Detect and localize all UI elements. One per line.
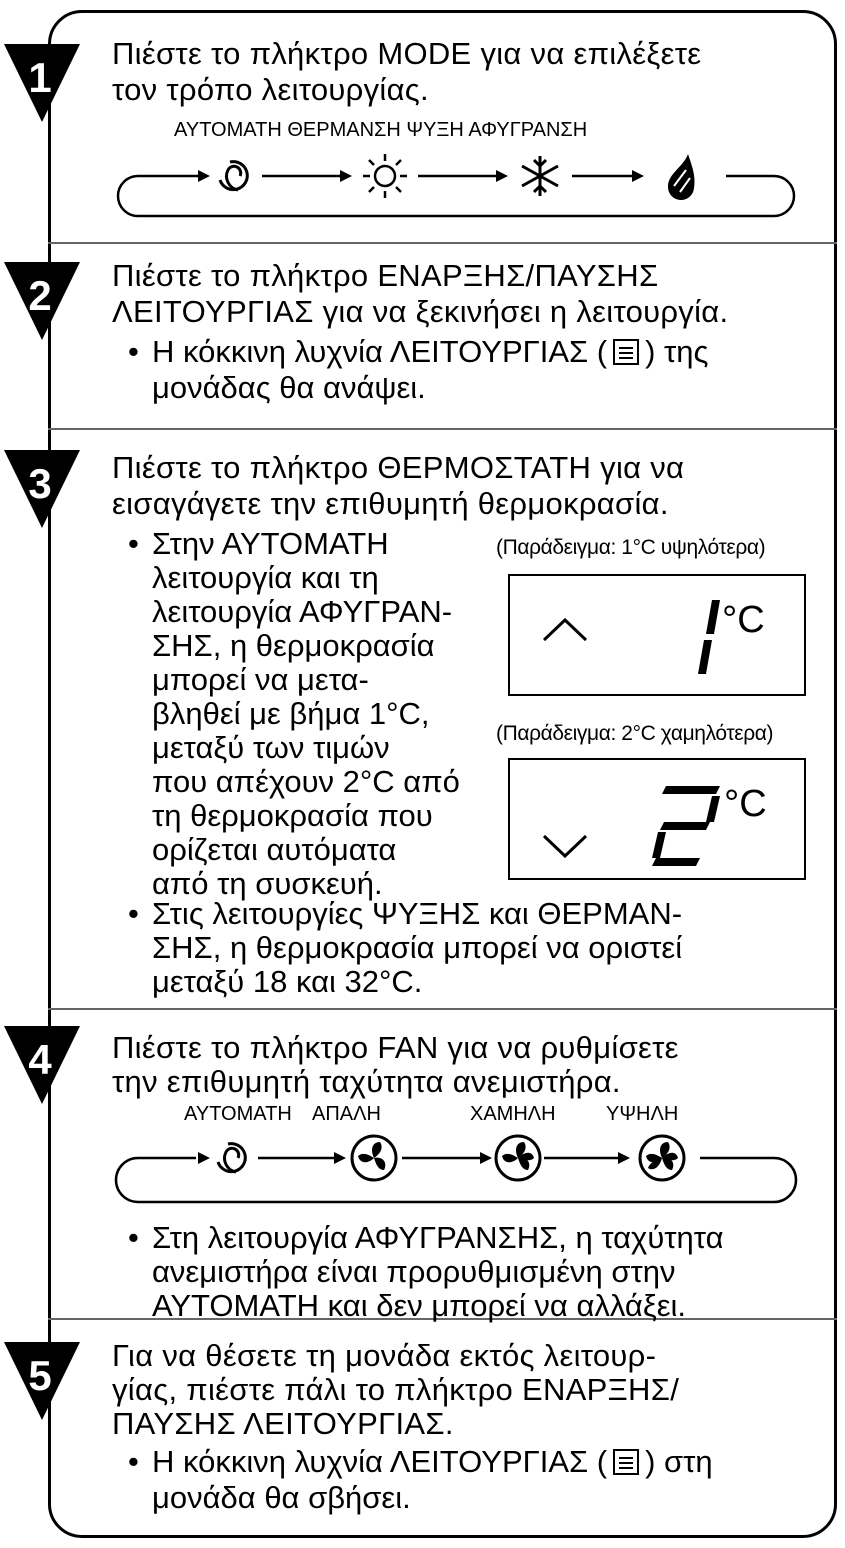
bullet-text: Η κόκκινη λυχνία ΛΕΙΤΟΥΡΓΙΑΣ ( — [152, 1444, 608, 1479]
temp-display-up — [508, 574, 806, 696]
step2-line1: Πιέστε το πλήκτρο ΕΝΑΡΞΗΣ/ΠΑΥΣΗΣ — [112, 258, 659, 293]
operation-lamp-icon — [613, 339, 639, 365]
step-number: 3 — [28, 460, 52, 507]
step1-line2: τον τρόπο λειτουργίας. — [112, 72, 429, 107]
fan-label-high: ΥΨΗΛΗ — [606, 1103, 679, 1125]
bullet-line: μεταξύ των τιμών — [152, 730, 390, 765]
bullet-text: Στη λειτουργία ΑΦΥΓΡΑΝΣΗΣ, η ταχύτητα — [152, 1220, 724, 1255]
step-number: 5 — [28, 1352, 52, 1399]
step4-line1: Πιέστε το πλήκτρο FAN για να ρυθμίσετε — [112, 1030, 679, 1065]
operation-lamp-icon — [613, 1449, 639, 1475]
bullet-line: ορίζεται αυτόματα — [152, 832, 397, 867]
step-number: 4 — [28, 1036, 52, 1083]
bullet-line: λειτουργία ΑΦΥΓΡΑΝ- — [152, 594, 453, 629]
droplet-icon — [668, 154, 695, 200]
step2-bullet: • Η κόκκινη λυχνία ΛΕΙΤΟΥΡΓΙΑΣ ( ) της — [128, 334, 709, 369]
down-arrow-icon — [540, 832, 590, 862]
step3-line1: Πιέστε το πλήκτρο ΘΕΡΜΟΣΤΑΤΗ για να — [112, 450, 685, 485]
bullet-line: ανεμιστήρα είναι προρυθμισμένη στην — [152, 1254, 676, 1289]
fan-label-auto: ΑΥΤΟΜΑΤΗ — [184, 1103, 292, 1125]
auto-icon — [220, 162, 247, 190]
lcd-digit-1 — [686, 596, 726, 680]
fan-label-quiet: ΑΠΑΛΗ — [312, 1103, 381, 1125]
sun-icon — [363, 154, 407, 198]
bullet-line: μπορεί να μετα- — [152, 662, 369, 697]
bullet-text: ) της — [645, 334, 709, 369]
mode-flow-diagram — [112, 144, 812, 220]
step5-line1: Για να θέσετε τη μονάδα εκτός λειτουρ- — [112, 1338, 657, 1373]
step5-line2: γίας, πιέστε πάλι το πλήκτρο ΕΝΑΡΞΗΣ/ — [112, 1372, 680, 1407]
step2-line2: ΛΕΙΤΟΥΡΓΙΑΣ για να ξεκινήσει η λειτουργία. — [112, 294, 729, 329]
bullet-line: μεταξύ 18 και 32°C. — [152, 964, 423, 999]
bullet-line: τη θερμοκρασία που — [152, 798, 433, 833]
bullet-text: ) στη — [645, 1444, 713, 1479]
step4-line2: την επιθυμητή ταχύτητα ανεμιστήρα. — [112, 1064, 621, 1099]
step-marker-3 — [0, 446, 84, 532]
bullet-text: Στις λειτουργίες ΨΥΞΗΣ και ΘΕΡΜΑΝ- — [152, 896, 683, 931]
bullet-line: βληθεί με βήμα 1°C, — [152, 696, 430, 731]
step-number: 2 — [28, 272, 52, 319]
bullet-text: Στην ΑΥΤΟΜΑΤΗ — [152, 526, 389, 561]
step-marker-1 — [0, 40, 84, 126]
bullet-line: ΑΥΤΟΜΑΤΗ και δεν μπορεί να αλλάξει. — [152, 1288, 687, 1323]
bullet-line: ΣΗΣ, η θερμοκρασία — [152, 628, 435, 663]
step-marker-4 — [0, 1022, 84, 1108]
bullet-text: Η κόκκινη λυχνία ΛΕΙΤΟΥΡΓΙΑΣ ( — [152, 334, 608, 369]
step3-line2: εισαγάγετε την επιθυμητή θερμοκρασία. — [112, 486, 669, 521]
bullet-line: από τη συσκευή. — [152, 866, 383, 901]
step2-bullet-line2: μονάδας θα ανάψει. — [152, 370, 426, 405]
auto-icon — [218, 1144, 245, 1172]
example-down-caption: (Παράδειγμα: 2°C χαμηλότερα) — [496, 722, 774, 745]
divider — [48, 242, 837, 244]
bullet-line: ΣΗΣ, η θερμοκρασία μπορεί να οριστεί — [152, 930, 683, 965]
step5-bullet-line2: μονάδα θα σβήσει. — [152, 1480, 411, 1515]
mode-labels: ΑΥΤΟΜΑΤΗ ΘΕΡΜΑΝΣΗ ΨΥΞΗ ΑΦΥΓΡΑΝΣΗ — [174, 119, 588, 141]
temperature-unit: °C — [722, 599, 765, 641]
up-arrow-icon — [540, 614, 590, 644]
fan-icon — [352, 1136, 396, 1180]
bullet-line: λειτουργία και τη — [152, 560, 379, 595]
fan-flow-diagram — [112, 1126, 812, 1206]
step4-bullet: • Στη λειτουργία ΑΦΥΓΡΑΝΣΗΣ, η ταχύτητα — [128, 1220, 724, 1255]
temp-display-down — [508, 758, 806, 880]
step3-bullet2: • Στις λειτουργίες ΨΥΞΗΣ και ΘΕΡΜΑΝ- — [128, 896, 683, 931]
divider — [48, 428, 837, 430]
temperature-unit: °C — [724, 783, 767, 825]
divider — [48, 1008, 837, 1010]
fan-icon — [496, 1136, 540, 1180]
fan-icon — [640, 1136, 684, 1180]
lcd-digit-2 — [650, 782, 730, 868]
step5-bullet: • Η κόκκινη λυχνία ΛΕΙΤΟΥΡΓΙΑΣ ( ) στη — [128, 1444, 713, 1479]
step-marker-2 — [0, 258, 84, 344]
fan-label-low: ΧΑΜΗΛΗ — [470, 1103, 556, 1125]
step-number: 1 — [28, 54, 52, 101]
step5-line3: ΠΑΥΣΗΣ ΛΕΙΤΟΥΡΓΙΑΣ. — [112, 1406, 454, 1441]
example-up-caption: (Παράδειγμα: 1°C υψηλότερα) — [496, 536, 766, 559]
step3-bullet1: • Στην ΑΥΤΟΜΑΤΗ — [128, 526, 389, 561]
step1-line1: Πιέστε το πλήκτρο MODE για να επιλέξετε — [112, 36, 702, 71]
step-marker-5 — [0, 1338, 84, 1424]
bullet-line: που απέχουν 2°C από — [152, 764, 460, 799]
snowflake-icon — [522, 156, 558, 196]
